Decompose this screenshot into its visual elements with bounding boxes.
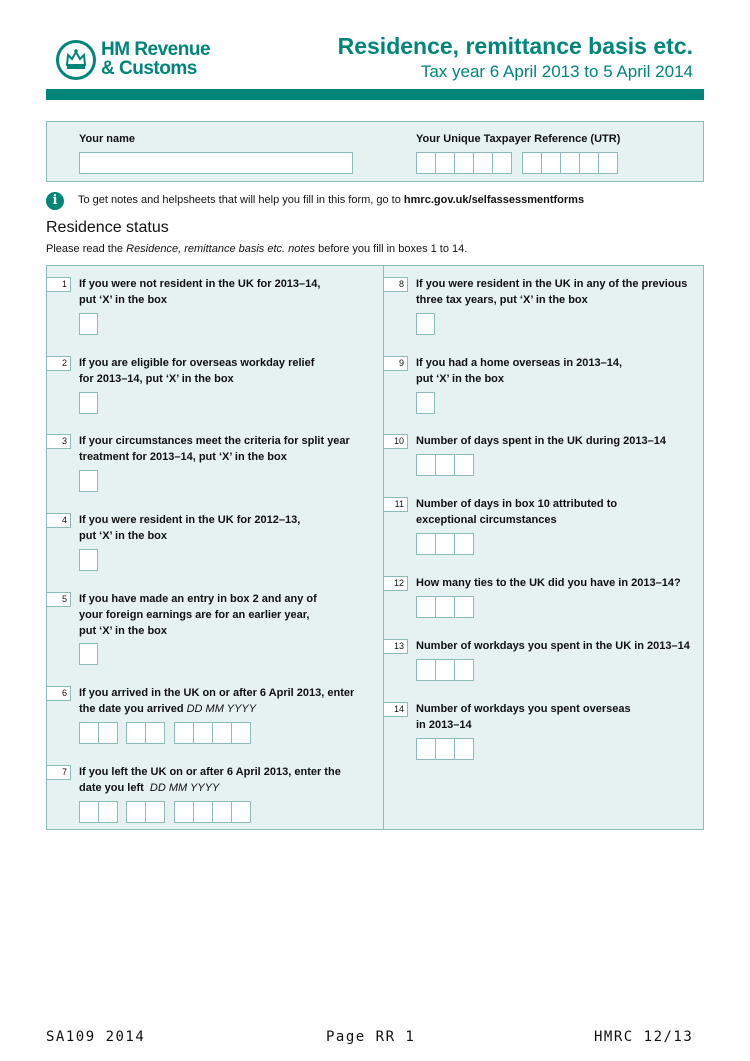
checkbox-5[interactable] — [79, 643, 98, 665]
questions-panel — [46, 265, 704, 830]
question-text: How many ties to the UK did you have in 2013–14? — [416, 577, 681, 589]
section-intro — [46, 243, 467, 255]
utr-label: Your Unique Taxpayer Reference (UTR) — [416, 133, 621, 145]
crown-icon — [56, 40, 96, 80]
exceptional-days-field[interactable] — [416, 533, 474, 555]
checkbox-2[interactable] — [79, 392, 98, 414]
name-label: Your name — [79, 133, 136, 145]
info-text — [78, 194, 584, 206]
forms-link[interactable]: hmrc.gov.uk/selfassessmentforms — [403, 194, 585, 206]
header-rule — [46, 89, 704, 100]
footer-form-code: SA109 2014 — [46, 1029, 146, 1045]
question-text: If you were not resident in the UK for 2013–14, put ‘X’ in the box — [79, 278, 321, 306]
question-text: Number of days spent in the UK during 2013–14 — [416, 435, 667, 447]
question-text: If your circumstances meet the criteria for split year treatment for 2013–14, put ‘X’ in the box — [79, 435, 350, 463]
date-hint: DD MM YYYY — [149, 782, 220, 794]
uk-workdays-field[interactable] — [416, 659, 474, 681]
footer-version: HMRC 12/13 — [594, 1029, 694, 1045]
question-text: If you are eligible for overseas workday relief for 2013–14, put ‘X’ in the box — [79, 357, 315, 385]
question-text: Number of days in box 10 attributed to exceptional circumstances — [416, 498, 618, 526]
departure-date-field[interactable] — [79, 801, 251, 823]
question-text: Number of workdays you spent overseas in 2013–14 — [416, 703, 631, 731]
box-number: 5 — [46, 592, 71, 607]
checkbox-4[interactable] — [79, 549, 98, 571]
box-number: 7 — [46, 765, 71, 780]
question-text: If you arrived in the UK on or after 6 April 2013, enter the date you arrived DD MM YYYY — [79, 687, 355, 715]
box-number: 13 — [383, 639, 408, 654]
hmrc-logo-text — [101, 40, 210, 78]
box-number: 2 — [46, 356, 71, 371]
question-text: If you were resident in the UK for 2012–13, put ‘X’ in the box — [79, 514, 301, 542]
intro-italic: Residence, remittance basis etc. notes — [126, 243, 316, 255]
box-number: 3 — [46, 434, 71, 449]
box-number: 11 — [383, 497, 408, 512]
checkbox-8[interactable] — [416, 313, 435, 335]
box-number: 8 — [383, 277, 408, 292]
question-text: Number of workdays you spent in the UK in 2013–14 — [416, 640, 690, 652]
question-text: If you had a home overseas in 2013–14, put ‘X’ in the box — [416, 357, 623, 385]
logo-line1: HM Revenue — [101, 39, 211, 60]
box-number: 10 — [383, 434, 408, 449]
question-text: If you left the UK on or after 6 April 2013, enter the date you left DD MM YYYY — [79, 766, 341, 794]
intro-after: before you fill in boxes 1 to 14. — [315, 243, 468, 255]
column-divider — [383, 266, 384, 830]
box-number: 1 — [46, 277, 71, 292]
section-heading: Residence status — [46, 219, 169, 236]
footer-page-number: Page RR 1 — [326, 1029, 416, 1045]
uk-ties-field[interactable] — [416, 596, 474, 618]
form-subtitle: Tax year 6 April 2013 to 5 April 2014 — [420, 62, 693, 81]
box-number: 9 — [383, 356, 408, 371]
logo-line2: & Customs — [101, 58, 197, 79]
info-text-before: To get notes and helpsheets that will help you fill in this form, go to — [78, 194, 404, 206]
date-hint: DD MM YYYY — [186, 703, 257, 715]
question-text: If you were resident in the UK in any of the previous three tax years, put ‘X’ in the box — [416, 278, 688, 306]
form-title: Residence, remittance basis etc. — [337, 33, 693, 59]
checkbox-1[interactable] — [79, 313, 98, 335]
intro-before: Please read the — [46, 243, 127, 255]
box-number: 14 — [383, 702, 408, 717]
crown-emblem — [63, 47, 89, 73]
checkbox-3[interactable] — [79, 470, 98, 492]
name-field[interactable] — [79, 152, 353, 174]
utr-field[interactable] — [416, 152, 617, 174]
overseas-workdays-field[interactable] — [416, 738, 474, 760]
box-number: 4 — [46, 513, 71, 528]
box-number: 6 — [46, 686, 71, 701]
checkbox-9[interactable] — [416, 392, 435, 414]
question-text: If you have made an entry in box 2 and any of your foreign earnings are for an earlier year, put ‘X’ in the box — [79, 593, 317, 637]
days-in-uk-field[interactable] — [416, 454, 474, 476]
info-icon: i — [46, 192, 64, 210]
arrival-date-field[interactable] — [79, 722, 251, 744]
box-number: 12 — [383, 576, 408, 591]
